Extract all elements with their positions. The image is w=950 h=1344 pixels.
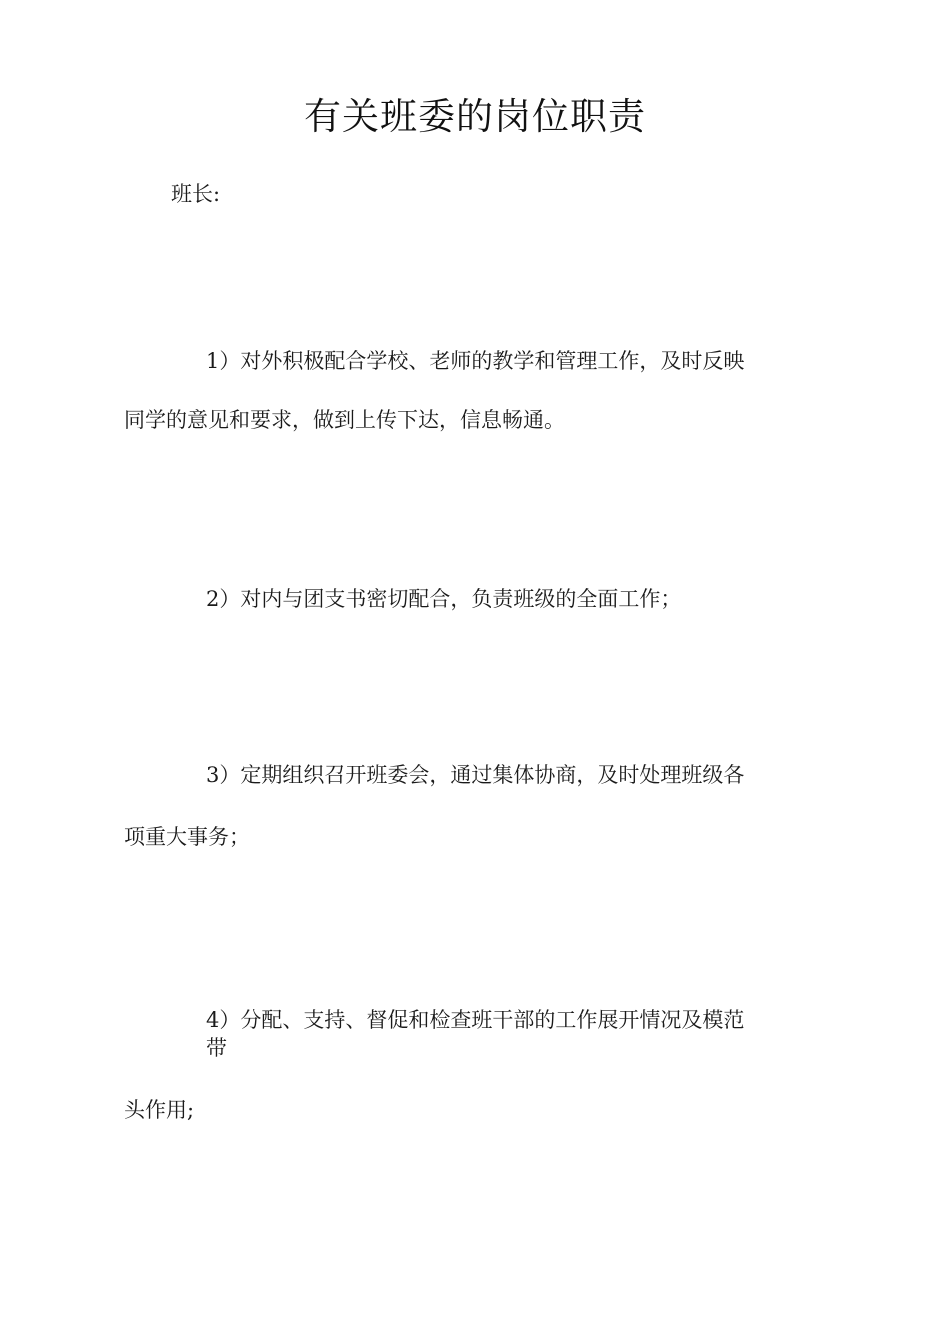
section-label: 班长: (171, 182, 221, 206)
page-title: 有关班委的岗位职责 (304, 95, 646, 138)
duty-item-4-wrapped-char: 带 (206, 1036, 227, 1060)
duty-item-4-line-2: 头作用; (124, 1098, 195, 1122)
duty-item-1-line-1: 1）对外积极配合学校、老师的教学和管理工作，及时反映 (206, 349, 745, 373)
duty-item-3-line-2: 项重大事务； (124, 825, 250, 849)
duty-item-2-line-1: 2）对内与团支书密切配合，负责班级的全面工作； (206, 587, 682, 611)
duty-item-4-line-1: 4）分配、支持、督促和检查班干部的工作展开情况及模范 (206, 1008, 745, 1032)
duty-item-3-line-1: 3）定期组织召开班委会，通过集体协商，及时处理班级各 (206, 763, 745, 787)
duty-item-1-line-2: 同学的意见和要求，做到上传下达，信息畅通。 (124, 408, 565, 432)
